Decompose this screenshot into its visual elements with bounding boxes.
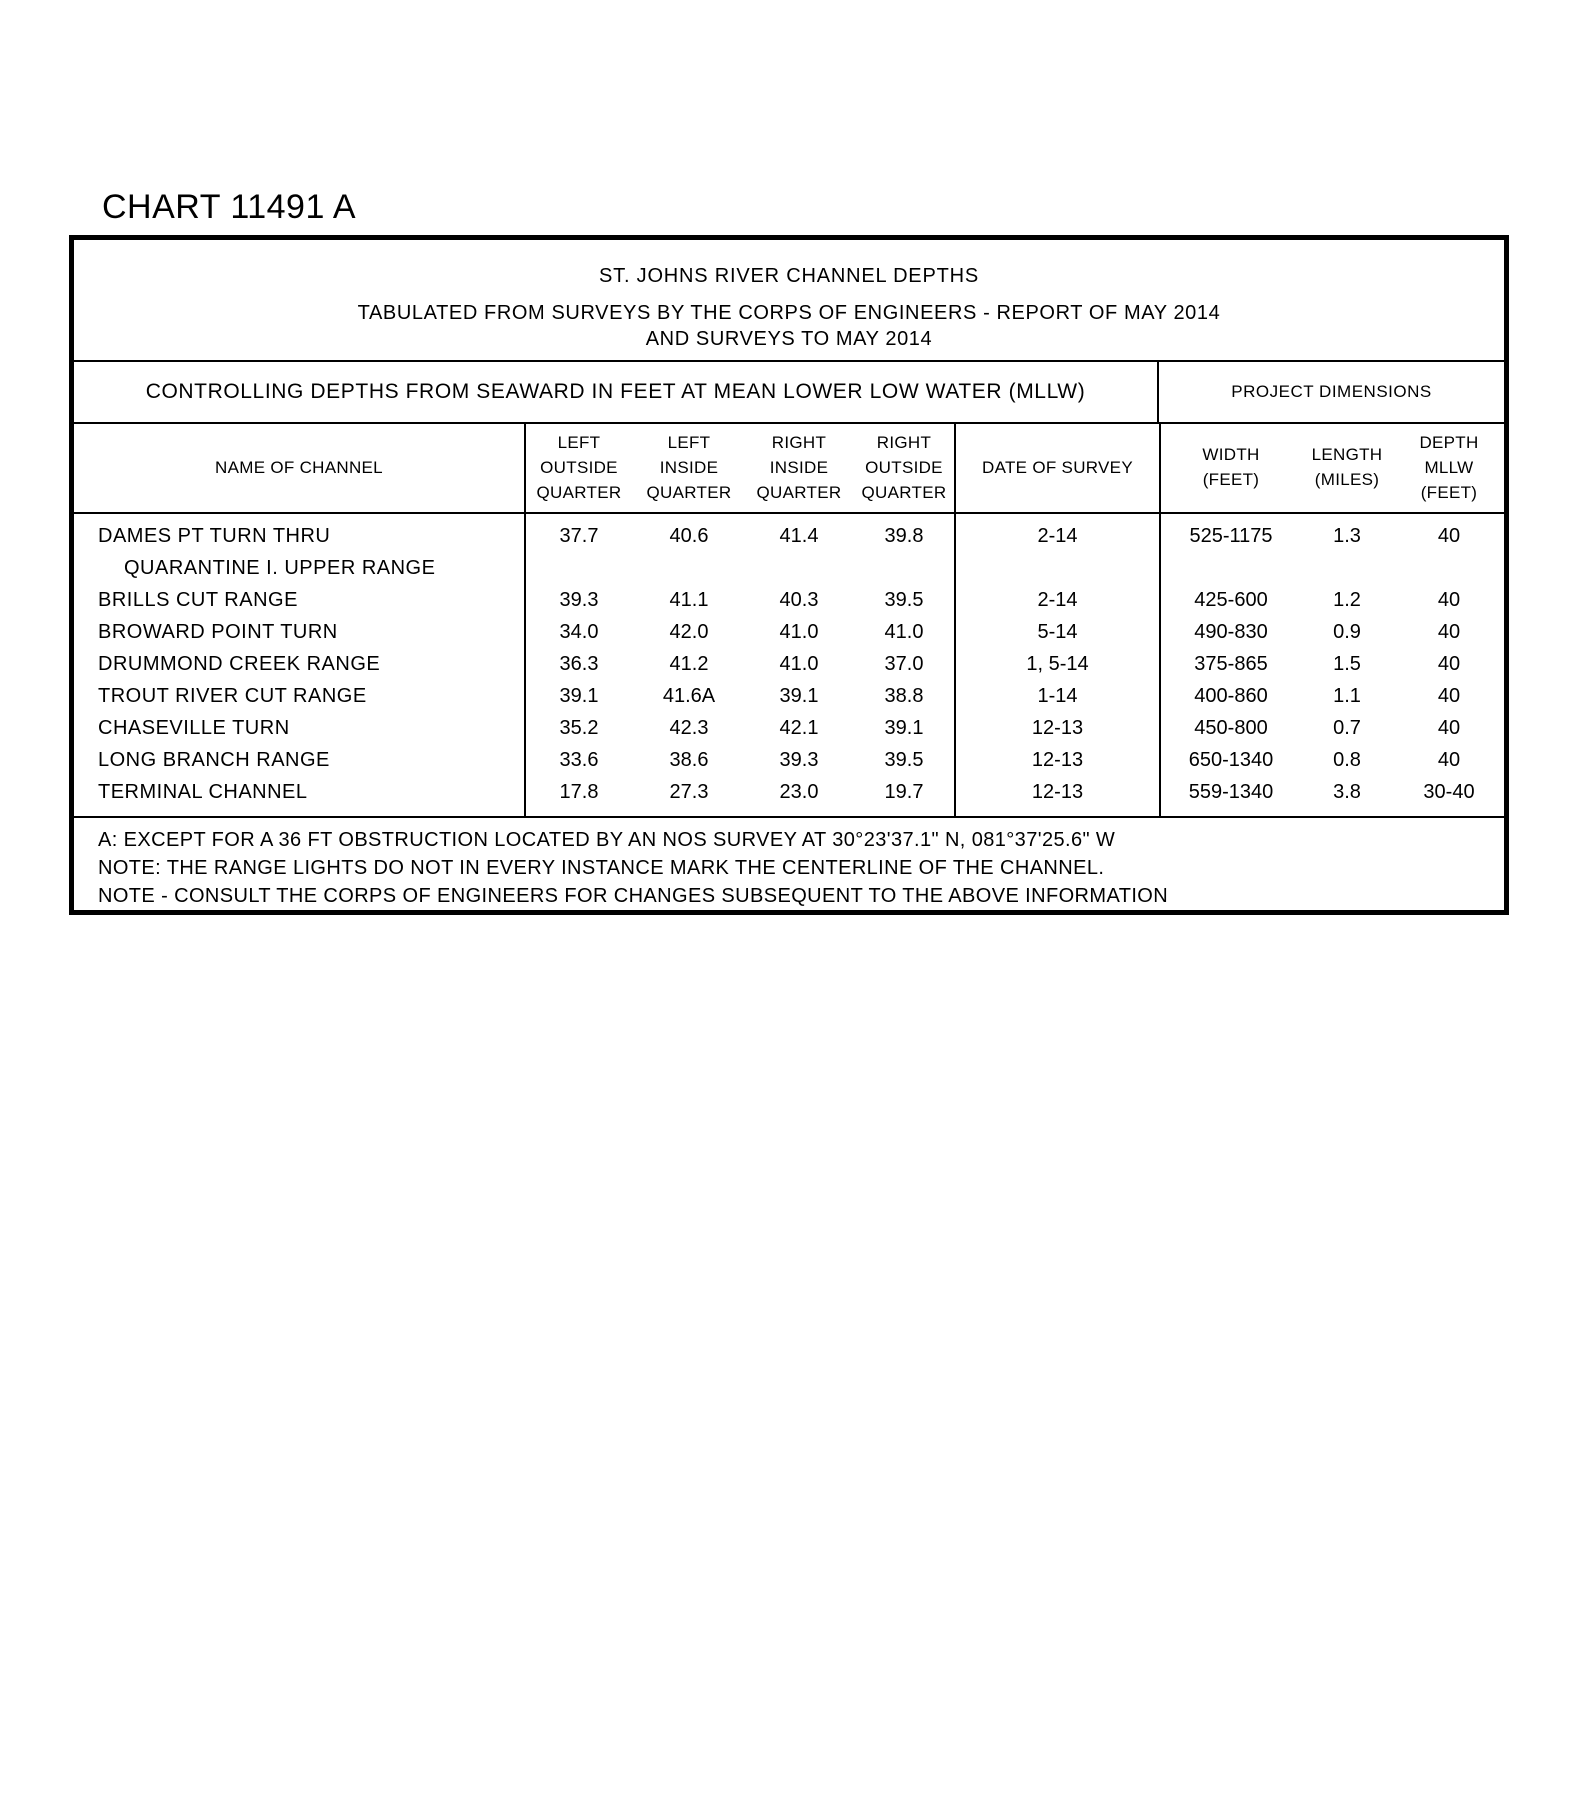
riq-cell: 23.0: [779, 781, 819, 803]
length-cell: [1301, 552, 1393, 584]
channel-name-cell: TERMINAL CHANNEL: [98, 781, 308, 803]
date-cell: 5-14: [1037, 621, 1078, 643]
date-cell: [956, 552, 1159, 584]
table-row: [74, 744, 1504, 776]
roq-cell: 39.1: [884, 717, 924, 739]
loq-cell: 35.2: [559, 717, 599, 739]
channel-depths-table: [69, 235, 1509, 915]
length-cell: 1.2: [1333, 589, 1361, 611]
width-cell: 400-860: [1194, 685, 1268, 707]
table-header: [74, 240, 1504, 362]
table-survey-line: AND SURVEYS TO MAY 2014: [645, 328, 933, 350]
col-depth: [1393, 424, 1505, 512]
col-label-line: LEFT: [667, 433, 711, 452]
length-cell: 3.8: [1333, 781, 1361, 803]
roq-cell: [854, 552, 954, 584]
riq-cell: [744, 552, 854, 584]
col-left-outside-quarter: [524, 424, 634, 512]
width-cell: 559-1340: [1188, 781, 1274, 803]
riq-cell: 39.3: [779, 749, 819, 771]
liq-cell: 42.0: [669, 621, 709, 643]
col-width: [1161, 424, 1301, 512]
length-cell: 1.3: [1333, 525, 1361, 547]
col-label-line: WIDTH: [1202, 445, 1260, 464]
controlling-depths-heading: CONTROLLING DEPTHS FROM SEAWARD IN FEET AT MEAN LOWER LOW WATER (MLLW): [74, 362, 1159, 422]
note-consult-corps: NOTE - CONSULT THE CORPS OF ENGINEERS FOR CHANGES SUBSEQUENT TO THE ABOVE INFORMATION: [98, 885, 1169, 907]
liq-cell: 38.6: [669, 749, 709, 771]
width-cell: 425-600: [1194, 589, 1268, 611]
loq-cell: 33.6: [559, 749, 599, 771]
col-label-line: QUARTER: [861, 483, 947, 502]
loq-cell: 39.1: [559, 685, 599, 707]
riq-cell: 41.4: [779, 525, 819, 547]
width-cell: [1161, 552, 1301, 584]
table-row: [74, 712, 1504, 744]
date-cell: 2-14: [1037, 525, 1078, 547]
depth-cell: 40: [1437, 525, 1461, 547]
channel-name-cell: BROWARD POINT TURN: [98, 621, 338, 643]
col-label-line: OUTSIDE: [865, 458, 943, 477]
table-source-line: TABULATED FROM SURVEYS BY THE CORPS OF ENGINEERS - REPORT OF MAY 2014: [357, 302, 1221, 324]
liq-cell: 27.3: [669, 781, 709, 803]
roq-cell: 41.0: [884, 621, 924, 643]
depth-cell: 40: [1437, 589, 1461, 611]
col-label-line: (FEET): [1420, 483, 1478, 502]
roq-cell: 37.0: [884, 653, 924, 675]
liq-cell: 41.2: [669, 653, 709, 675]
loq-cell: 39.3: [559, 589, 599, 611]
width-cell: 525-1175: [1189, 525, 1273, 547]
riq-cell: 41.0: [779, 621, 819, 643]
riq-cell: 39.1: [779, 685, 819, 707]
length-cell: 1.5: [1333, 653, 1361, 675]
col-label-line: MLLW: [1424, 458, 1474, 477]
date-cell: 1, 5-14: [1026, 653, 1089, 675]
note-range-lights: NOTE: THE RANGE LIGHTS DO NOT IN EVERY INSTANCE MARK THE CENTERLINE OF THE CHANNEL.: [98, 857, 1105, 879]
table-notes: [74, 816, 1504, 910]
col-label-line: DEPTH: [1419, 433, 1479, 452]
length-cell: 0.8: [1333, 749, 1361, 771]
depth-cell: 30-40: [1423, 781, 1475, 803]
date-cell: 2-14: [1037, 589, 1078, 611]
col-label-line: QUARTER: [756, 483, 842, 502]
date-cell: 12-13: [1031, 749, 1084, 771]
col-name-of-channel: NAME OF CHANNEL: [215, 458, 383, 477]
column-headers: [74, 424, 1504, 514]
depth-cell: [1393, 552, 1505, 584]
depth-cell: 40: [1437, 717, 1461, 739]
table-row: [74, 616, 1504, 648]
col-label-line: INSIDE: [659, 458, 719, 477]
col-length: [1301, 424, 1393, 512]
loq-cell: 34.0: [559, 621, 599, 643]
channel-name-cell: DAMES PT TURN THRU: [98, 525, 331, 547]
col-label-line: QUARTER: [536, 483, 622, 502]
channel-name-cell: QUARANTINE I. UPPER RANGE: [124, 557, 436, 579]
col-label-line: RIGHT: [876, 433, 932, 452]
riq-cell: 41.0: [779, 653, 819, 675]
col-label-line: OUTSIDE: [540, 458, 618, 477]
table-subheader: [74, 362, 1504, 424]
table-row: [74, 648, 1504, 680]
liq-cell: 41.6A: [662, 685, 716, 707]
channel-name-cell: LONG BRANCH RANGE: [98, 749, 330, 771]
depth-cell: 40: [1437, 685, 1461, 707]
col-right-outside-quarter: [854, 424, 954, 512]
liq-cell: [634, 552, 744, 584]
table-row: [74, 776, 1504, 808]
channel-name-cell: TROUT RIVER CUT RANGE: [98, 685, 367, 707]
table-row: [74, 680, 1504, 712]
col-label-line: LENGTH: [1311, 445, 1383, 464]
col-right-inside-quarter: [744, 424, 854, 512]
roq-cell: 39.8: [884, 525, 924, 547]
liq-cell: 41.1: [669, 589, 709, 611]
depth-cell: 40: [1437, 653, 1461, 675]
project-dimensions-heading: PROJECT DIMENSIONS: [1231, 382, 1432, 401]
channel-name-cell: BRILLS CUT RANGE: [98, 589, 298, 611]
date-cell: 12-13: [1031, 781, 1084, 803]
loq-cell: [524, 552, 634, 584]
col-label-line: QUARTER: [646, 483, 732, 502]
loq-cell: 36.3: [559, 653, 599, 675]
roq-cell: 38.8: [884, 685, 924, 707]
width-cell: 375-865: [1194, 653, 1268, 675]
liq-cell: 40.6: [669, 525, 709, 547]
table-title: ST. JOHNS RIVER CHANNEL DEPTHS: [599, 265, 979, 287]
table-row: [74, 520, 1504, 552]
col-label-line: LEFT: [557, 433, 601, 452]
col-label-line: RIGHT: [771, 433, 827, 452]
date-cell: 1-14: [1037, 685, 1078, 707]
riq-cell: 40.3: [779, 589, 819, 611]
width-cell: 650-1340: [1188, 749, 1274, 771]
loq-cell: 17.8: [559, 781, 599, 803]
channel-name-cell: DRUMMOND CREEK RANGE: [98, 653, 381, 675]
width-cell: 490-830: [1194, 621, 1268, 643]
chart-label: CHART 11491 A: [102, 188, 357, 226]
col-date-of-survey: DATE OF SURVEY: [982, 458, 1133, 477]
channel-name-cell: CHASEVILLE TURN: [98, 717, 290, 739]
length-cell: 0.7: [1333, 717, 1361, 739]
roq-cell: 39.5: [884, 589, 924, 611]
col-left-inside-quarter: [634, 424, 744, 512]
table-body: [74, 514, 1504, 814]
roq-cell: 39.5: [884, 749, 924, 771]
loq-cell: 37.7: [559, 525, 599, 547]
table-row: [74, 552, 1504, 584]
riq-cell: 42.1: [779, 717, 819, 739]
note-obstruction: A: EXCEPT FOR A 36 FT OBSTRUCTION LOCATED BY AN NOS SURVEY AT 30°23'37.1" N, 081°37'25.6" W: [98, 829, 1116, 851]
width-cell: 450-800: [1194, 717, 1268, 739]
liq-cell: 42.3: [669, 717, 709, 739]
col-label-line: (FEET): [1202, 470, 1260, 489]
roq-cell: 19.7: [884, 781, 924, 803]
length-cell: 1.1: [1333, 685, 1361, 707]
depth-cell: 40: [1437, 749, 1461, 771]
col-label-line: (MILES): [1314, 470, 1380, 489]
length-cell: 0.9: [1333, 621, 1361, 643]
depth-cell: 40: [1437, 621, 1461, 643]
col-label-line: INSIDE: [769, 458, 829, 477]
table-row: [74, 584, 1504, 616]
date-cell: 12-13: [1031, 717, 1084, 739]
